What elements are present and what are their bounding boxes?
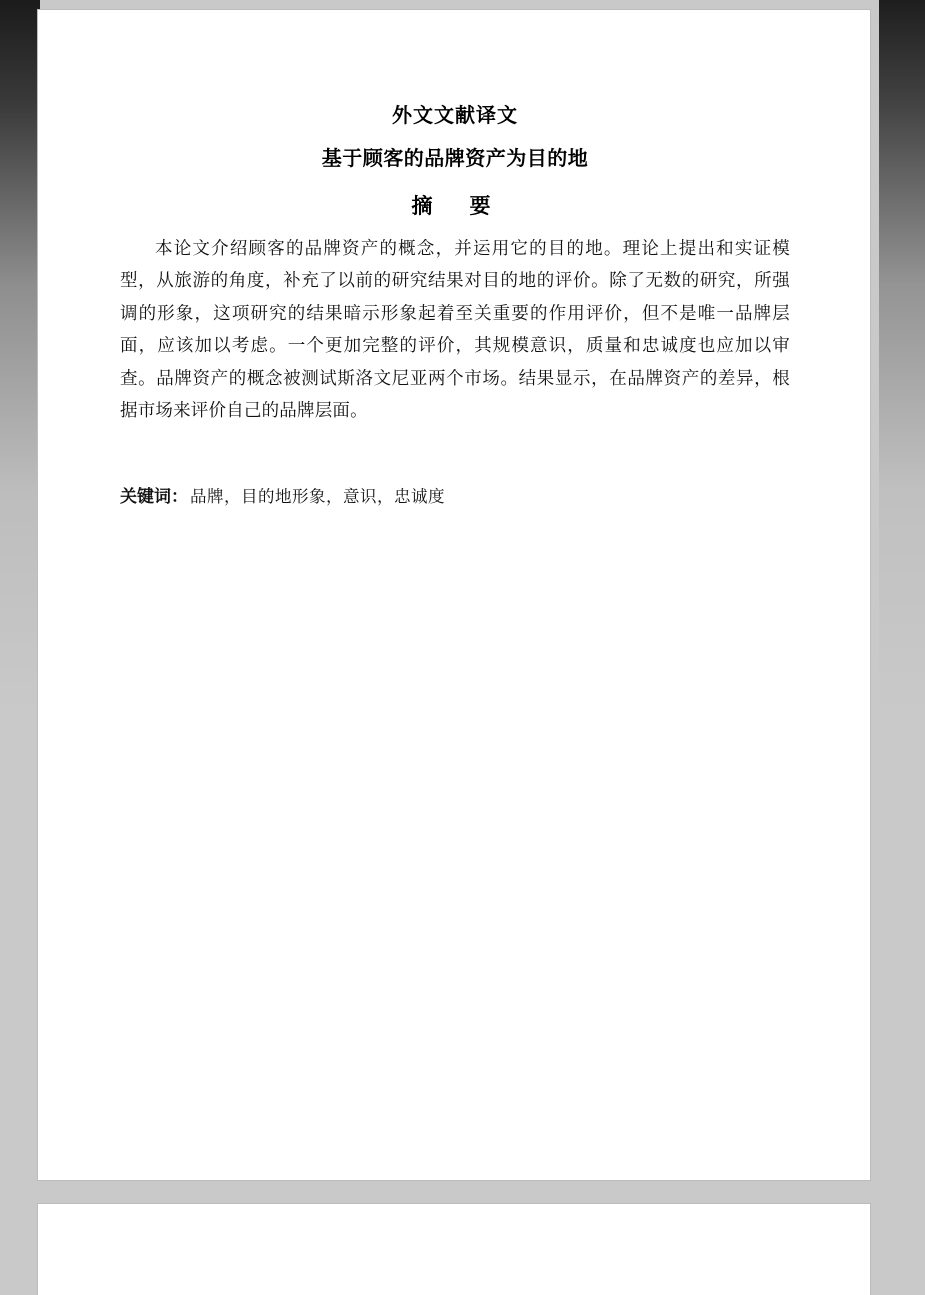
keywords-label: 关键词： (120, 487, 188, 508)
page-title: 外文文献译文 (392, 105, 518, 127)
next-page-preview (38, 1204, 870, 1295)
abstract-section-heading: 摘 要 (411, 194, 499, 218)
keywords-value: 品牌，目的地形象，意识，忠诚度 (190, 487, 445, 507)
abstract-paragraph: 本论文介绍顾客的品牌资产的概念，并运用它的目的地。理论上提出和实证模型，从旅游的角度，补充了以前的研究结果对目的地的评价。除了无数的研究，所强调的形象，这项研究的结果暗示形象起着至关重要的作用评价，但不是唯一品牌层面，应该加以考虑。一个更加完整的评价，其规模意识，质量和忠诚度也应加以审查。品牌资产的概念被测试斯洛文尼亚两个市场。结果显示，在品牌资产的差异，根据市场来评价自己的品牌层面。 (120, 238, 790, 420)
keywords-row (120, 482, 790, 507)
document-page (38, 10, 870, 1180)
page-content (38, 10, 870, 507)
document-subtitle: 基于顾客的品牌资产为目的地 (321, 148, 589, 170)
